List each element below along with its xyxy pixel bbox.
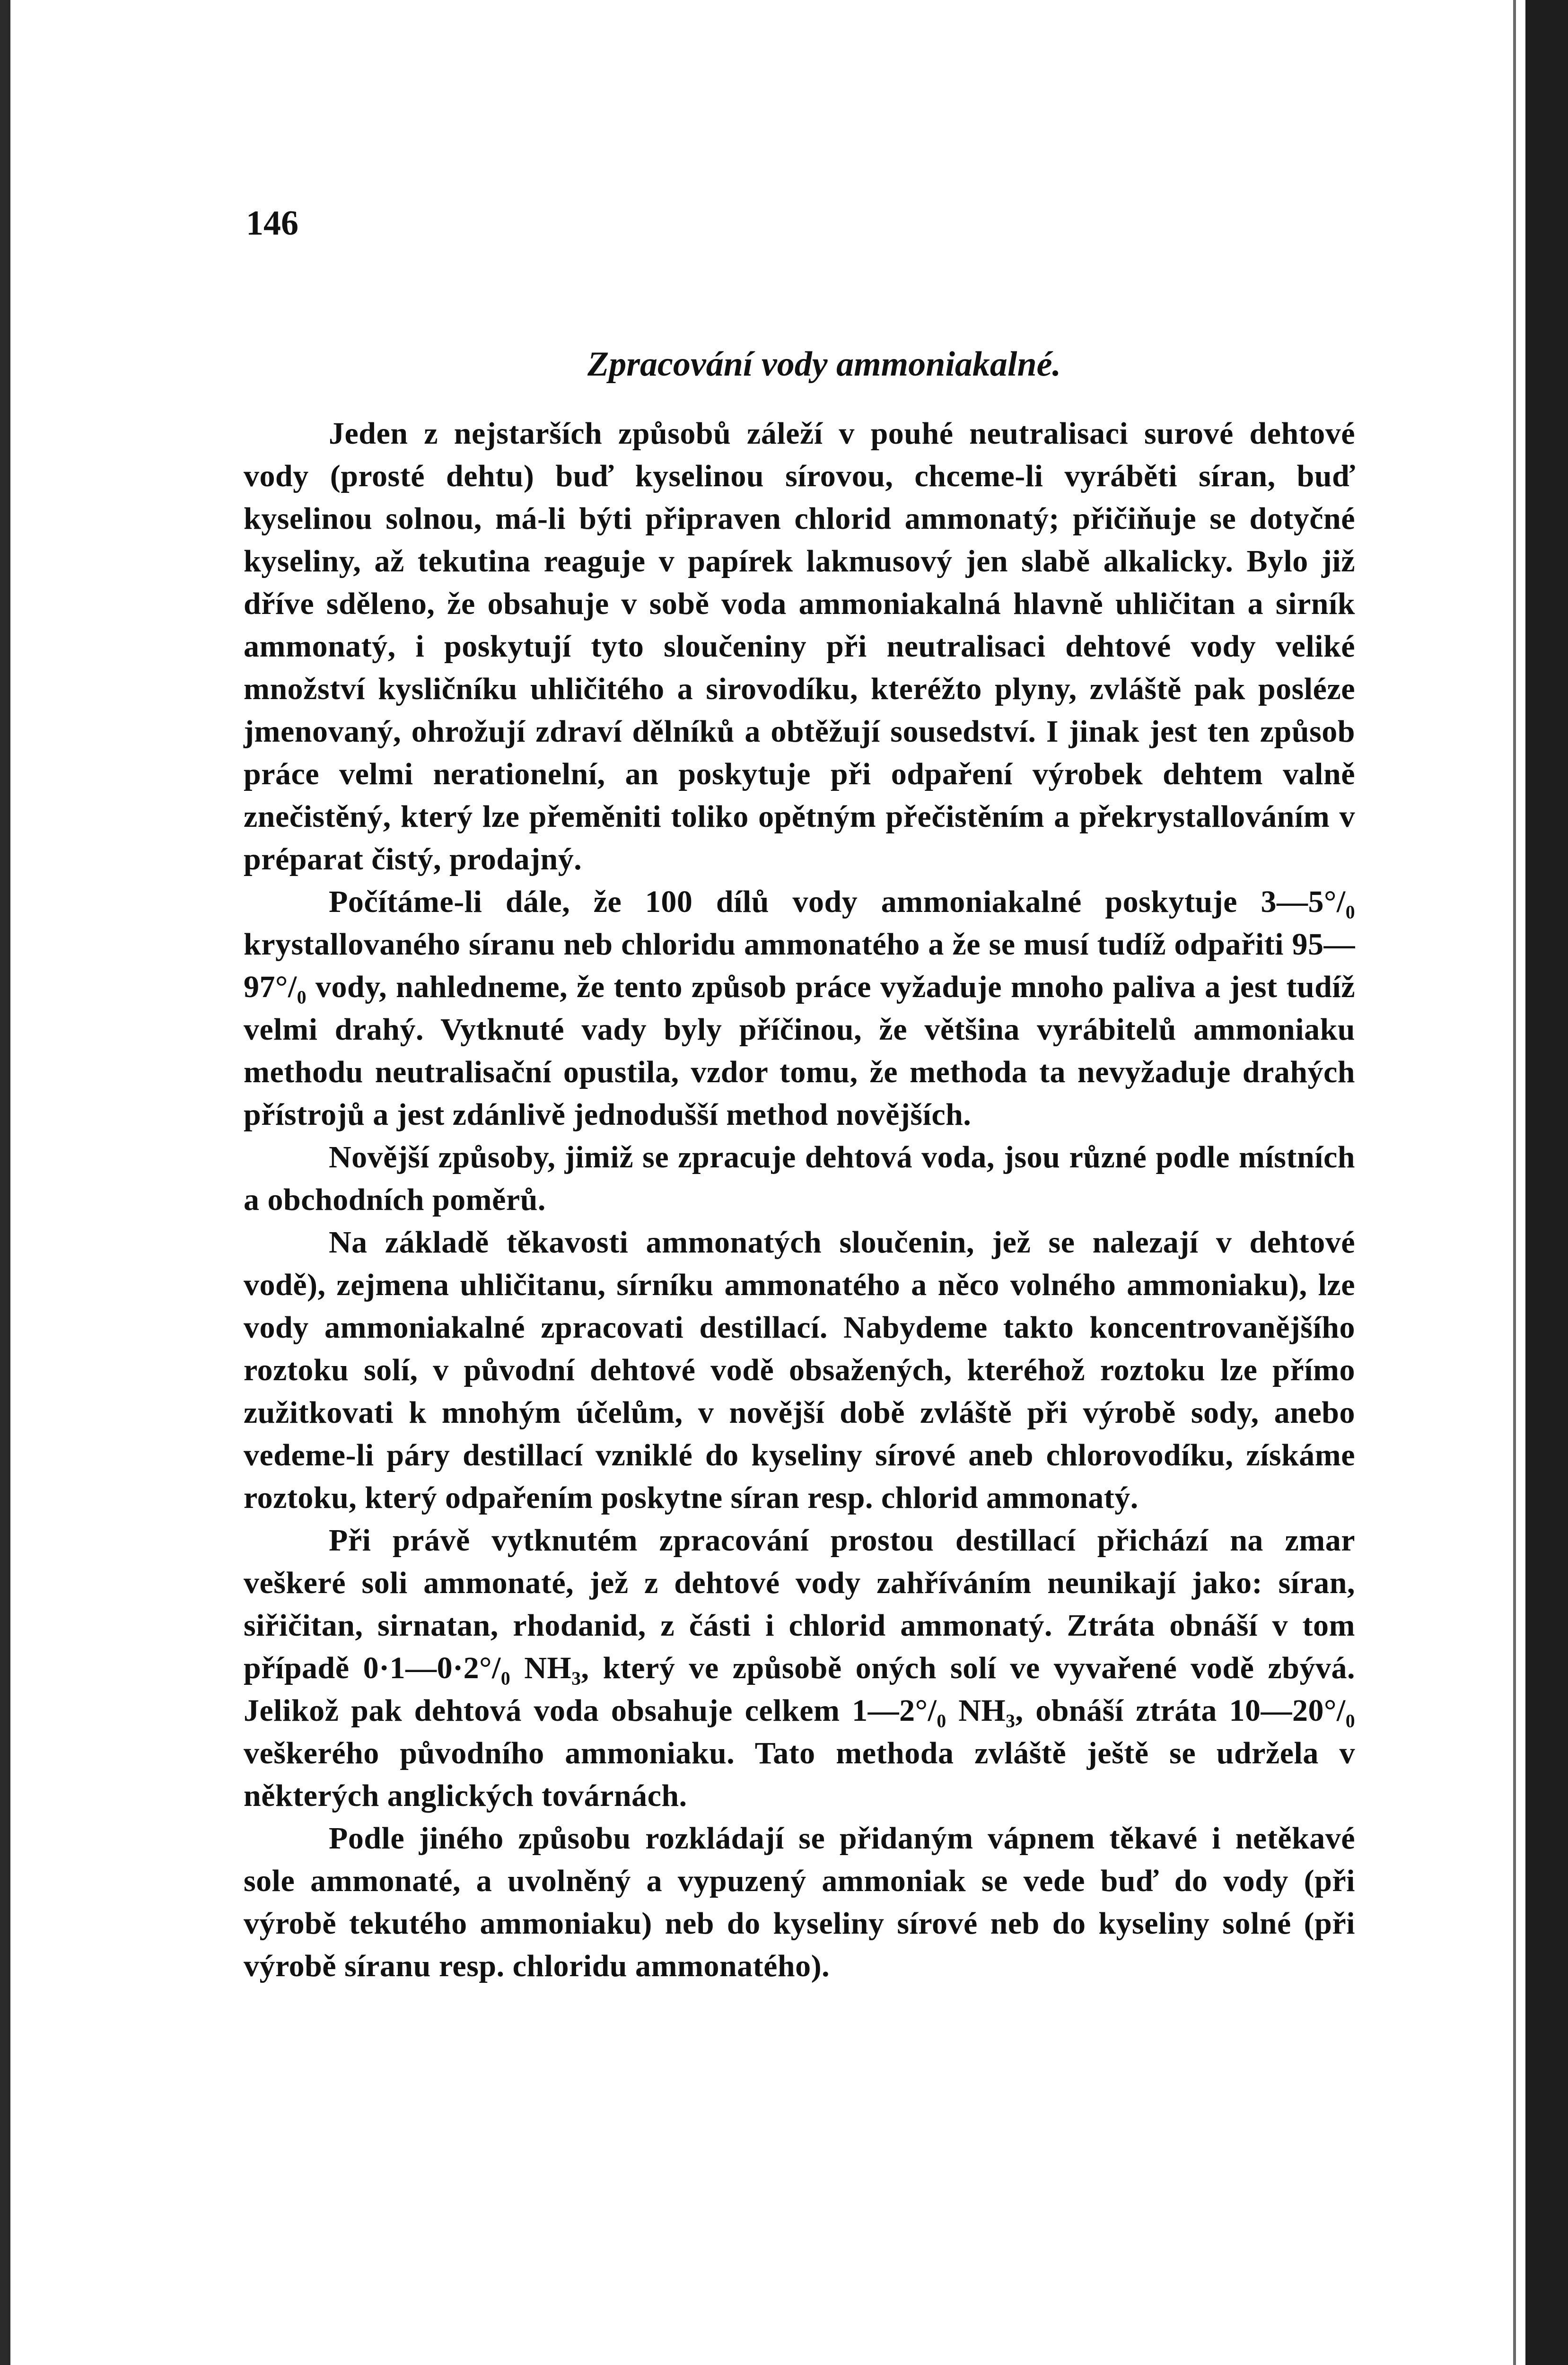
page-number: 146 <box>246 204 298 243</box>
paragraph: Počítáme-li dále, že 100 dílů vody ammoniakalné poskytuje 3—5°/₀ krystallovaného síranu neb chloridu ammonatého a že se musí tudíž odpařiti 95—97°/₀ vody, nahledneme, že tento způsob práce vyžaduje mnoho paliva a jest tudíž velmi drahý. Vytknuté vady byly příčinou, že většina vyrábitelů ammoniaku methodu neutralisační opustila, vzdor tomu, že methoda ta nevyžaduje drahých přístrojů a jest zdánlivě jednodušší method novějších. <box>244 885 1355 1132</box>
section-title: Zpracování vody ammoniakalné. <box>587 345 1061 384</box>
paragraph: Novější způsoby, jimiž se zpracuje dehtová voda, jsou různé podle místních a obchodních poměrů. <box>244 1140 1355 1217</box>
paragraph: Při právě vytknutém zpracování prostou destillací přichází na zmar veškeré soli ammonaté, jež z dehtové vody zahříváním neunikají jako: síran, siřičitan, sirnatan, rhodanid, z části i chlorid ammonatý. Ztráta obnáší v tom případě 0·1—0·2°/₀ NH₃, který ve způsobě oných solí ve vyvařené vodě zbývá. Jelikož pak dehtová voda obsahuje celkem 1—2°/₀ NH₃, obnáší ztráta 10—20°/₀ veškerého původního ammoniaku. Tato methoda zvláště ještě se udržela v některých anglických továrnách. <box>244 1523 1355 1813</box>
body-text <box>244 412 1355 1988</box>
paragraph: Podle jiného způsobu rozkládají se přidaným vápnem těkavé i netěkavé sole ammonaté, a uvolněný a vypuzený ammoniak se vede buď do vody (při výrobě tekutého ammoniaku) neb do kyseliny sírové neb do kyseliny solné (při výrobě síranu resp. chloridu ammonatého). <box>244 1821 1355 1983</box>
paragraph: Jeden z nejstarších způsobů záleží v pouhé neutralisaci surové dehtové vody (prosté dehtu) buď kyselinou sírovou, chceme-li vyráběti síran, buď kyselinou solnou, má-li býti připraven chlorid ammonatý; přičiňuje se dotyčné kyseliny, až tekutina reaguje v papírek lakmusový jen slabě alkalicky. Bylo již dříve sděleno, že obsahuje v sobě voda ammoniakalná hlavně uhličitan a sirník ammonatý, i poskytují tyto sloučeniny při neutralisaci dehtové vody veliké množství kysličníku uhličitého a sirovodíku, kteréžto plyny, zvláště pak posléze jmenovaný, ohrožují zdraví dělníků a obtěžují sousedství. I jinak jest ten způsob práce velmi nerationelní, an poskytuje při odpaření výrobek dehtem valně znečistěný, který lze přeměniti toliko opětným přečistěním a překrystallováním v préparat čistý, prodajný. <box>244 416 1355 876</box>
paragraph: Na základě těkavosti ammonatých sloučenin, jež se nalezají v dehtové vodě), zejmena uhličitanu, sírníku ammonatého a něco volného ammoniaku), lze vody ammoniakalné zpracovati destillací. Nabydeme takto koncentrovanějšího roztoku solí, v původní dehtové vodě obsažených, kteréhož roztoku lze přímo zužitkovati k mnohým účelům, v novější době zvláště při výrobě sody, anebo vedeme-li páry destillací vzniklé do kyseliny sírové aneb chlorovodíku, získáme roztoku, který odpařením poskytne síran resp. chlorid ammonatý. <box>244 1225 1355 1515</box>
